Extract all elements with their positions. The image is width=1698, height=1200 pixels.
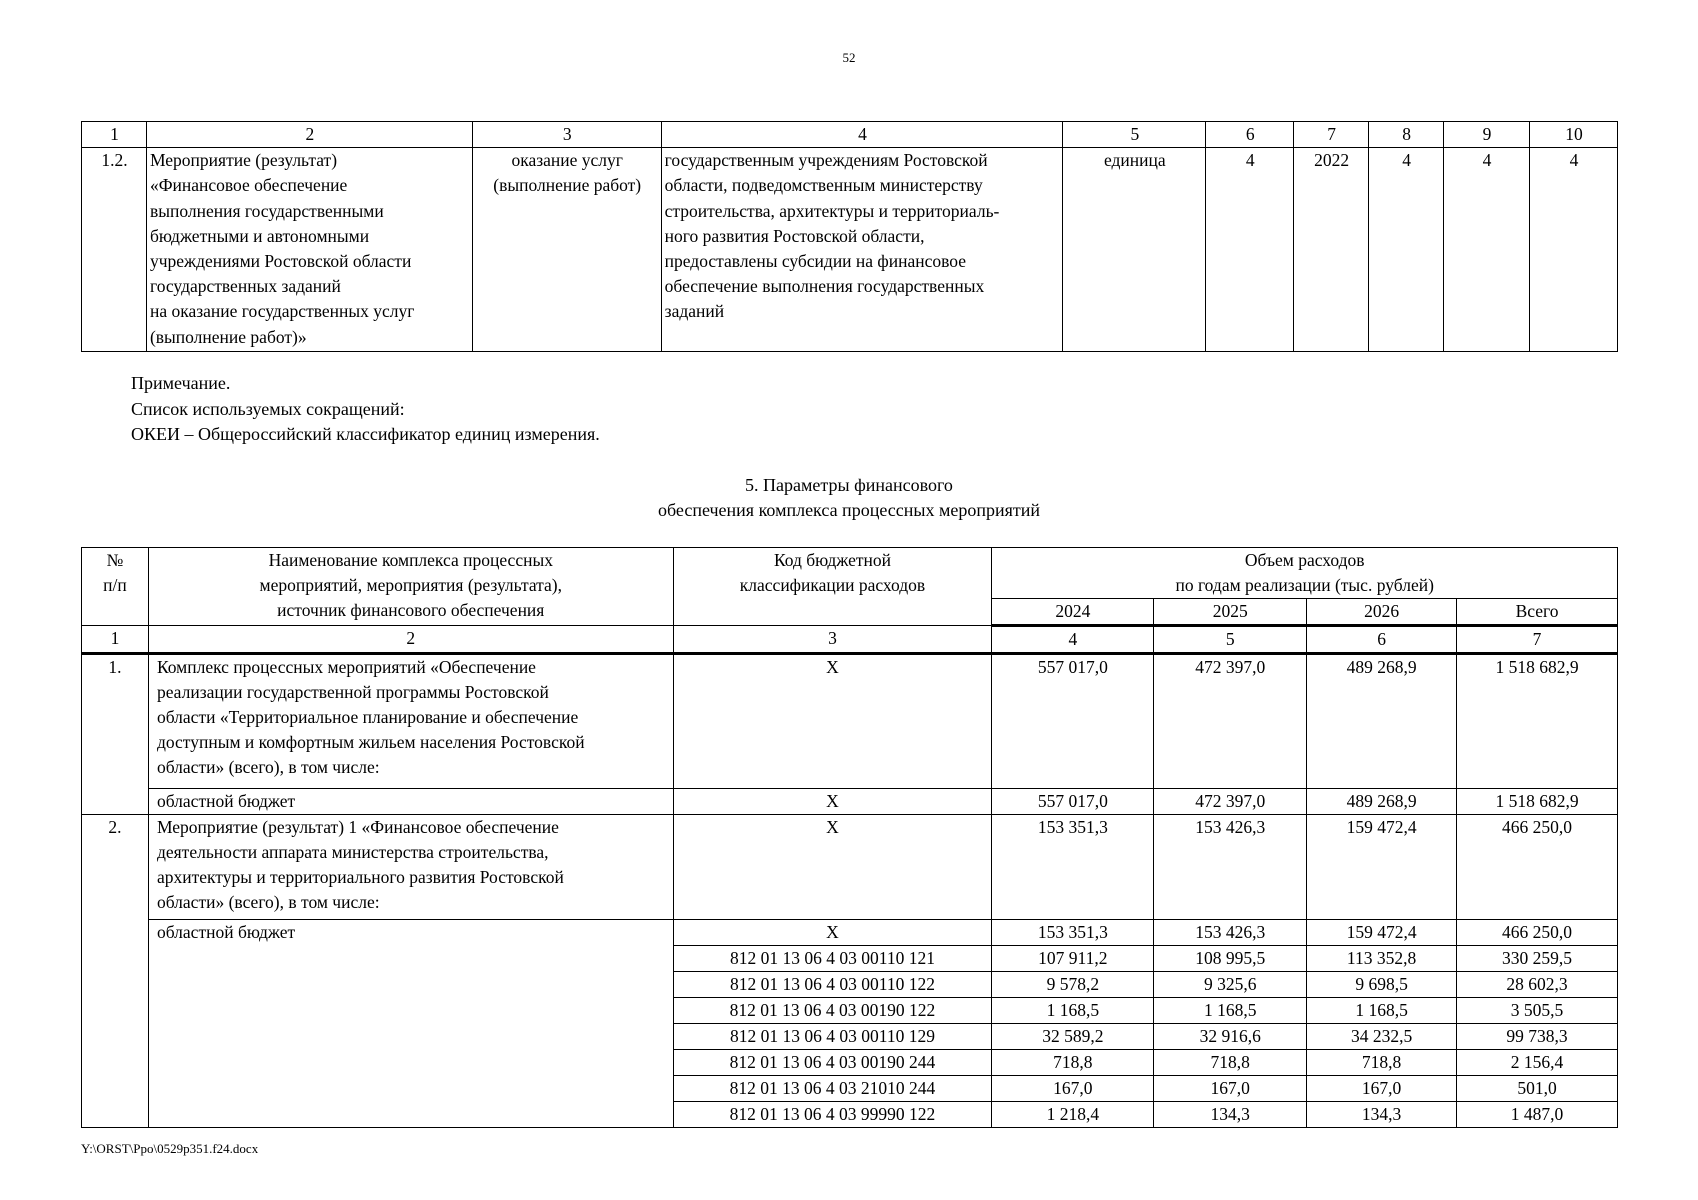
section-title bbox=[0, 473, 1698, 523]
funding-source: областной бюджет bbox=[148, 920, 673, 1128]
value-total: 466 250,0 bbox=[1457, 920, 1618, 946]
table-row bbox=[82, 815, 1618, 920]
row-number: 2. bbox=[82, 815, 149, 1128]
notes bbox=[131, 371, 600, 448]
header-name: Наименование комплекса процессных мероприятий, мероприятия (результата), источник финансового обеспечения bbox=[148, 548, 673, 626]
value-2024: 153 351,3 bbox=[992, 815, 1154, 920]
header-code: Код бюджетной классификации расходов bbox=[673, 548, 992, 626]
complex-name: Комплекс процессных мероприятий «Обеспечение реализации государственной программы Ростовской области «Территориальное планирование и обеспечение доступным и комфортным жильем населения Ростовской области» (всего), в том числе: bbox=[148, 654, 673, 789]
column-number: 1 bbox=[82, 122, 147, 148]
value-2024: 557 017,0 bbox=[992, 654, 1154, 789]
column-number: 3 bbox=[673, 626, 992, 654]
budget-code: 812 01 13 06 4 03 00190 244 bbox=[673, 1050, 992, 1076]
column-number: 4 bbox=[992, 626, 1154, 654]
column-number: 9 bbox=[1444, 122, 1530, 148]
header-year-2026: 2026 bbox=[1307, 599, 1457, 626]
column-number: 6 bbox=[1307, 626, 1457, 654]
value-2025: 9 325,6 bbox=[1154, 972, 1307, 998]
column-number: 10 bbox=[1529, 122, 1617, 148]
value-2025: 1 168,5 bbox=[1154, 998, 1307, 1024]
value-2025: 108 995,5 bbox=[1154, 946, 1307, 972]
unit-of-measure: единица bbox=[1063, 148, 1206, 352]
value-total: 3 505,5 bbox=[1457, 998, 1618, 1024]
value-2026: 167,0 bbox=[1307, 1076, 1457, 1102]
column-numbers-row bbox=[82, 626, 1618, 654]
budget-code: 812 01 13 06 4 03 00110 122 bbox=[673, 972, 992, 998]
header-year-2024: 2024 bbox=[992, 599, 1154, 626]
value-2025: 472 397,0 bbox=[1154, 789, 1307, 815]
value-2024: 557 017,0 bbox=[992, 789, 1154, 815]
indicators-table bbox=[81, 121, 1618, 352]
header-row bbox=[82, 548, 1618, 599]
financing-table bbox=[81, 547, 1618, 1128]
column-number: 2 bbox=[148, 626, 673, 654]
value-2026: 134,3 bbox=[1307, 1102, 1457, 1128]
cell-value: 4 bbox=[1369, 148, 1444, 352]
cell-value: 4 bbox=[1529, 148, 1617, 352]
column-number: 5 bbox=[1063, 122, 1206, 148]
budget-code: 812 01 13 06 4 03 99990 122 bbox=[673, 1102, 992, 1128]
value-total: 99 738,3 bbox=[1457, 1024, 1618, 1050]
funding-source: областной бюджет bbox=[148, 789, 673, 815]
header-total: Всего bbox=[1457, 599, 1618, 626]
budget-code: X bbox=[673, 920, 992, 946]
value-total: 1 487,0 bbox=[1457, 1102, 1618, 1128]
abbreviation-okei: ОКЕИ – Общероссийский классификатор единиц измерения. bbox=[131, 424, 600, 444]
budget-code: X bbox=[673, 789, 992, 815]
file-path-footer: Y:\ORST\Ppo\0529p351.f24.docx bbox=[81, 1141, 259, 1156]
column-number: 7 bbox=[1294, 122, 1369, 148]
column-number: 3 bbox=[472, 122, 661, 148]
column-number: 5 bbox=[1154, 626, 1307, 654]
column-number: 2 bbox=[146, 122, 472, 148]
value-2024: 1 218,4 bbox=[992, 1102, 1154, 1128]
value-2024: 9 578,2 bbox=[992, 972, 1154, 998]
measure-characteristic: государственным учреждениям Ростовской области, подведомственным министерству строительства, архитектуры и территориаль- ного развития Ростовской области, предоставлены субсидии на финансовое обеспечение выполнения государственных заданий bbox=[661, 148, 1063, 352]
page-number: 52 bbox=[842, 50, 856, 65]
measure-name: Мероприятие (результат) 1 «Финансовое обеспечение деятельности аппарата министерства строительства, архитектуры и территориального развития Ростовской области» (всего), в том числе: bbox=[148, 815, 673, 920]
budget-code: X bbox=[673, 654, 992, 789]
budget-code: X bbox=[673, 815, 992, 920]
value-2026: 1 168,5 bbox=[1307, 998, 1457, 1024]
value-2024: 32 589,2 bbox=[992, 1024, 1154, 1050]
value-2025: 32 916,6 bbox=[1154, 1024, 1307, 1050]
value-2024: 1 168,5 bbox=[992, 998, 1154, 1024]
budget-code: 812 01 13 06 4 03 00190 122 bbox=[673, 998, 992, 1024]
table-header-row bbox=[82, 122, 1618, 148]
measure-type: оказание услуг (выполнение работ) bbox=[472, 148, 661, 352]
row-number: 1. bbox=[82, 654, 149, 815]
value-total: 1 518 682,9 bbox=[1457, 654, 1618, 789]
budget-code: 812 01 13 06 4 03 00110 129 bbox=[673, 1024, 992, 1050]
value-2026: 159 472,4 bbox=[1307, 815, 1457, 920]
value-2025: 153 426,3 bbox=[1154, 815, 1307, 920]
column-number: 4 bbox=[661, 122, 1063, 148]
cell-value: 4 bbox=[1444, 148, 1530, 352]
row-number: 1.2. bbox=[82, 148, 147, 352]
value-2024: 107 911,2 bbox=[992, 946, 1154, 972]
value-total: 1 518 682,9 bbox=[1457, 789, 1618, 815]
value-2024: 153 351,3 bbox=[992, 920, 1154, 946]
column-number: 8 bbox=[1369, 122, 1444, 148]
cell-value: 4 bbox=[1206, 148, 1294, 352]
value-2024: 167,0 bbox=[992, 1076, 1154, 1102]
column-number: 6 bbox=[1206, 122, 1294, 148]
value-total: 330 259,5 bbox=[1457, 946, 1618, 972]
section-title-line: обеспечения комплекса процессных мероприятий bbox=[657, 500, 1041, 520]
value-2026: 718,8 bbox=[1307, 1050, 1457, 1076]
value-2025: 472 397,0 bbox=[1154, 654, 1307, 789]
value-total: 28 602,3 bbox=[1457, 972, 1618, 998]
value-2026: 34 232,5 bbox=[1307, 1024, 1457, 1050]
column-number: 7 bbox=[1457, 626, 1618, 654]
value-2026: 9 698,5 bbox=[1307, 972, 1457, 998]
value-2026: 113 352,8 bbox=[1307, 946, 1457, 972]
abbreviations-heading: Список используемых сокращений: bbox=[131, 398, 405, 419]
table-row bbox=[82, 789, 1618, 815]
section-title-line: 5. Параметры финансового bbox=[745, 475, 953, 495]
note-title: Примечание. bbox=[131, 373, 231, 393]
table-row bbox=[82, 920, 1618, 946]
table-row bbox=[82, 654, 1618, 789]
value-2026: 489 268,9 bbox=[1307, 789, 1457, 815]
budget-code: 812 01 13 06 4 03 21010 244 bbox=[673, 1076, 992, 1102]
cell-value: 2022 bbox=[1294, 148, 1369, 352]
table-row bbox=[82, 148, 1618, 352]
column-number: 1 bbox=[82, 626, 149, 654]
value-2025: 153 426,3 bbox=[1154, 920, 1307, 946]
header-volume: Объем расходов по годам реализации (тыс. рублей) bbox=[992, 548, 1618, 599]
value-2025: 718,8 bbox=[1154, 1050, 1307, 1076]
value-total: 466 250,0 bbox=[1457, 815, 1618, 920]
header-year-2025: 2025 bbox=[1154, 599, 1307, 626]
value-total: 501,0 bbox=[1457, 1076, 1618, 1102]
value-2024: 718,8 bbox=[992, 1050, 1154, 1076]
budget-code: 812 01 13 06 4 03 00110 121 bbox=[673, 946, 992, 972]
value-2025: 167,0 bbox=[1154, 1076, 1307, 1102]
header-num: № п/п bbox=[82, 548, 149, 626]
value-2025: 134,3 bbox=[1154, 1102, 1307, 1128]
value-2026: 489 268,9 bbox=[1307, 654, 1457, 789]
value-total: 2 156,4 bbox=[1457, 1050, 1618, 1076]
value-2026: 159 472,4 bbox=[1307, 920, 1457, 946]
measure-name: Мероприятие (результат) «Финансовое обеспечение выполнения государственными бюджетными и автономными учреждениями Ростовской области государственных заданий на оказание государственных услуг (выполнение работ)» bbox=[146, 148, 472, 352]
